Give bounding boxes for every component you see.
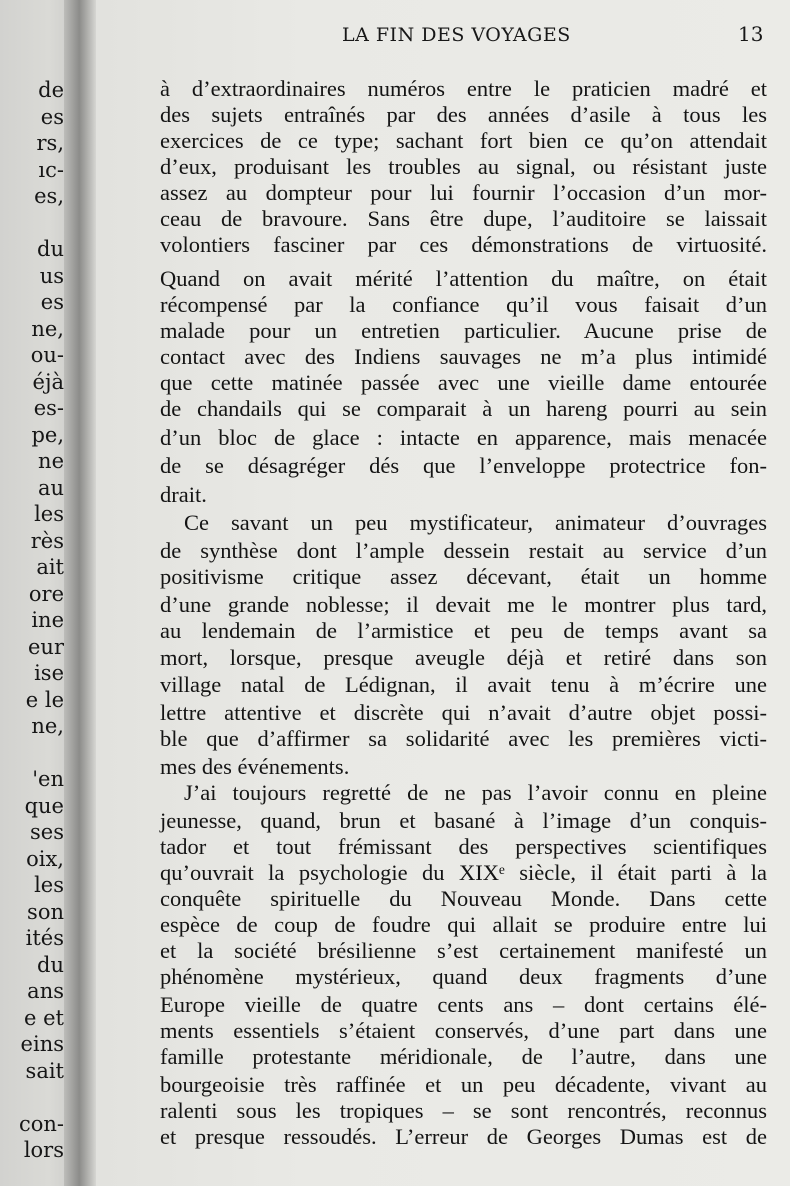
text-line: volontiers fasciner par ces démonstrations de virtuosité. xyxy=(160,232,767,257)
text-line: et la société brésilienne s’est certainement manifesté un xyxy=(160,938,767,963)
left-page-fragment: ans xyxy=(27,979,64,1003)
left-page-fragment: ne, xyxy=(31,317,64,341)
text-line: famille protestante méridionale, de l’autre, dans une xyxy=(160,1044,767,1069)
left-page-fragment: eur xyxy=(28,635,64,659)
text-line: d’eux, produisant les troubles au signal, ou résistant juste xyxy=(160,154,767,179)
text-line: village natal de Lédignan, il avait tenu à m’écrire une xyxy=(160,672,767,697)
text-line: d’un bloc de glace : intacte en apparence, mais menacée xyxy=(160,425,767,450)
text-line: lettre attentive et discrète qui n’avait d’autre objet possi- xyxy=(160,700,767,725)
text-line: récompensé par la confiance qu’il vous faisait d’un xyxy=(160,292,767,317)
left-page-fragment: es xyxy=(40,290,64,314)
left-page-fragment: con- xyxy=(18,1112,64,1136)
left-page-fragment: ou- xyxy=(30,343,64,367)
text-line: de chandails qui se comparait à un hareng pourri au sein xyxy=(160,396,767,421)
left-page-fragment: es, xyxy=(34,184,64,208)
left-page xyxy=(0,0,70,1186)
left-page-fragment: du xyxy=(37,237,64,261)
text-line: ments essentiels s’étaient conservés, d’une part dans une xyxy=(160,1018,767,1043)
left-page-fragment: ne, xyxy=(31,714,64,738)
text-line: jeunesse, quand, brun et basané à l’image d’un conquis- xyxy=(160,808,767,833)
text-line: assez au dompteur pour lui fournir l’occasion d’un mor- xyxy=(160,180,767,205)
left-page-fragment: les xyxy=(34,502,64,526)
left-page-fragment: au xyxy=(37,476,64,500)
text-line: bourgeoisie très raffinée et un peu décadente, vivant au xyxy=(160,1072,767,1097)
text-line: J’ai toujours regretté de ne pas l’avoir connu en pleine xyxy=(184,780,767,805)
left-page-fragment: ses xyxy=(30,820,64,844)
text-line: à d’extraordinaires numéros entre le praticien madré et xyxy=(160,76,767,101)
left-page-fragment: eins xyxy=(20,1032,64,1056)
left-page-fragment: ıc- xyxy=(38,158,64,182)
text-line: positivisme critique assez décevant, était un homme xyxy=(160,564,767,589)
text-line: Europe vieille de quatre cents ans – dont certains élé- xyxy=(160,992,767,1017)
left-page-fragment: pe, xyxy=(31,423,64,447)
left-page-fragment: ait xyxy=(36,555,64,579)
text-line: au lendemain de l’armistice et peu de temps avant sa xyxy=(160,618,767,643)
text-line: drait. xyxy=(160,482,207,507)
text-line: espèce de coup de foudre qui allait se produire entre lui xyxy=(160,912,767,937)
text-line: que cette matinée passée avec une vieille dame entourée xyxy=(160,370,767,395)
left-page-fragment: sait xyxy=(25,1059,64,1083)
left-page-fragment: ine xyxy=(31,608,64,632)
text-line: phénomène mystérieux, quand deux fragments d’une xyxy=(160,964,767,989)
left-page-fragment: rès xyxy=(30,529,64,553)
running-head: LA FIN DES VOYAGES xyxy=(342,24,571,46)
text-line: de synthèse dont l’ample dessein restait au service d’un xyxy=(160,538,767,563)
text-line: mes des événements. xyxy=(160,754,350,779)
text-line: ralenti sous les tropiques – se sont rencontrés, reconnus xyxy=(160,1098,767,1123)
left-page-fragment: es xyxy=(40,105,64,129)
left-page-fragment: les xyxy=(34,873,64,897)
text-line: de se désagréger dés que l’enveloppe protectrice fon- xyxy=(160,453,767,478)
left-page-fragment: rs, xyxy=(36,131,64,155)
text-line: malade pour un entretien particulier. Aucune prise de xyxy=(160,318,767,343)
page-number: 13 xyxy=(738,22,764,46)
text-line: d’une grande noblesse; il devait me le montrer plus tard, xyxy=(160,592,767,617)
text-line: et presque ressoudés. L’erreur de Georges Dumas est de xyxy=(160,1124,767,1149)
left-page-fragment: us xyxy=(39,264,64,288)
left-page-fragment: que xyxy=(24,794,64,818)
text-line: exercices de ce type; sachant fort bien ce qu’on attendait xyxy=(160,128,767,153)
left-page-fragment: ne xyxy=(38,449,64,473)
text-line: des sujets entraînés par des années d’asile à tous les xyxy=(160,102,767,127)
text-line: ceau de bravoure. Sans être dupe, l’auditoire se laissait xyxy=(160,206,767,231)
left-page-fragment: e le xyxy=(25,688,64,712)
text-line: Quand on avait mérité l’attention du maître, on était xyxy=(160,266,767,291)
left-page-fragment: 'en xyxy=(32,767,64,791)
left-page-fragment: éjà xyxy=(32,370,64,394)
left-page-fragment: ités xyxy=(25,926,64,950)
text-line: ble que d’affirmer sa solidarité avec les premières victi- xyxy=(160,726,767,751)
text-line: Ce savant un peu mystificateur, animateur d’ouvrages xyxy=(184,510,767,535)
text-line: qu’ouvrait la psychologie du XIXᵉ siècle, il était parti à la xyxy=(160,860,767,885)
text-line: conquête spirituelle du Nouveau Monde. Dans cette xyxy=(160,886,767,911)
left-page-fragment: es- xyxy=(33,396,64,420)
book-gutter xyxy=(64,0,98,1186)
left-page-fragment: du xyxy=(37,953,64,977)
text-line: mort, lorsque, presque aveugle déjà et retiré dans son xyxy=(160,645,767,670)
text-line: tador et tout frémissant des perspectives scientifiques xyxy=(160,834,767,859)
left-page-fragment: son xyxy=(27,900,64,924)
left-page-fragment: de xyxy=(38,78,64,102)
left-page-fragment: ore xyxy=(28,582,64,606)
text-line: contact avec des Indiens sauvages ne m’a plus intimidé xyxy=(160,344,767,369)
left-page-fragment: ise xyxy=(34,661,64,685)
left-page-fragment: oix, xyxy=(26,847,64,871)
left-page-fragment: lors xyxy=(23,1138,64,1162)
left-page-fragment: e et xyxy=(24,1006,64,1030)
